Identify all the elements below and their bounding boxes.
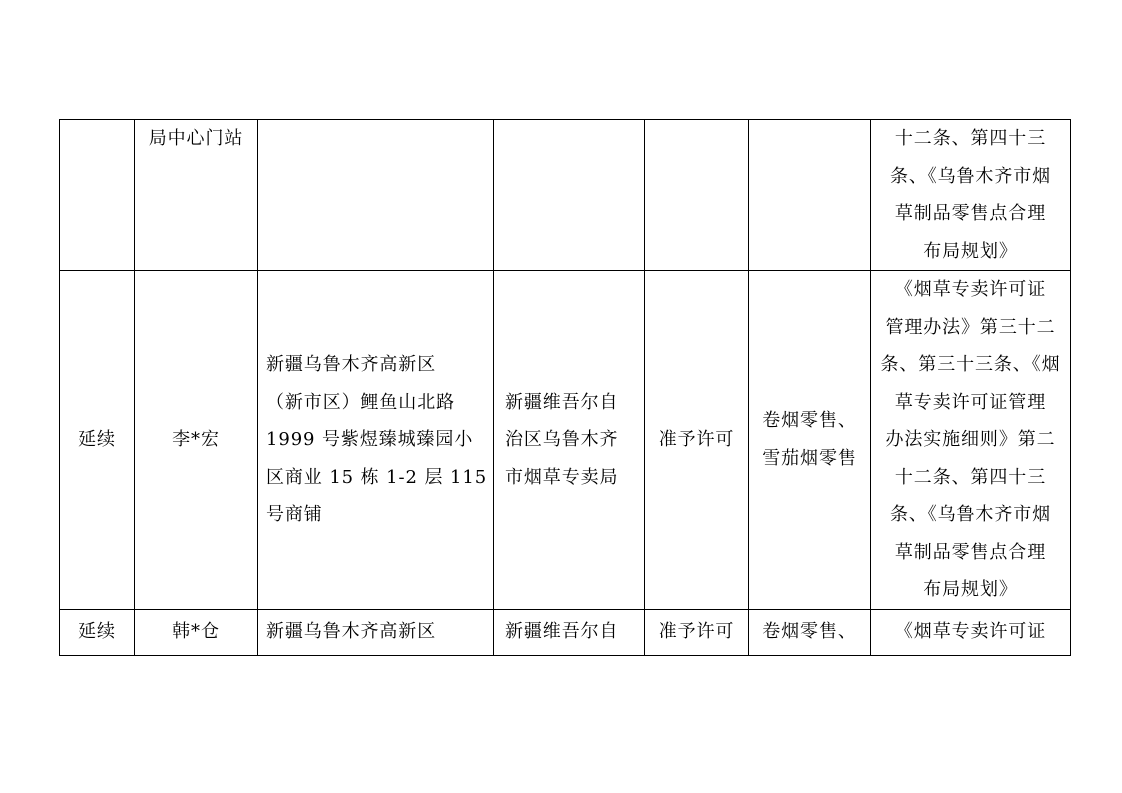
basis-line: 条、《乌鲁木齐市烟 — [889, 504, 1052, 525]
name-cell — [135, 609, 258, 655]
org-line: 治区乌鲁木齐 — [505, 429, 619, 450]
basis-line: 十二条、第四十三 — [894, 466, 1047, 488]
address-cell — [258, 609, 494, 655]
decision-cell — [645, 609, 749, 655]
basis-line: 草制品零售点合理 — [894, 541, 1047, 563]
table-row — [60, 609, 1071, 655]
type-cell — [60, 120, 135, 271]
basis-line: 条、《乌鲁木齐市烟 — [889, 165, 1052, 187]
decision-text: 准予许可 — [658, 621, 735, 643]
org-line: 新疆维吾尔自 — [505, 621, 619, 643]
scope-cell — [749, 609, 871, 655]
decision-text: 准予许可 — [658, 429, 735, 450]
address-line: （新市区）鲤鱼山北路 — [266, 391, 455, 413]
address-line: 1999 号紫煜臻城臻园小 — [266, 429, 474, 450]
address-line: 新疆乌鲁木齐高新区 — [266, 354, 437, 375]
name-text: 韩*仓 — [172, 621, 220, 643]
basis-cell — [871, 271, 1071, 610]
name-cell — [135, 120, 258, 271]
basis-cell — [871, 609, 1071, 655]
org-cell — [494, 271, 645, 610]
org-line: 市烟草专卖局 — [505, 466, 619, 488]
name-text: 局中心门站 — [148, 128, 244, 149]
basis-line: 办法实施细则》第二 — [885, 429, 1056, 450]
basis-line: 《烟草专卖许可证 — [894, 621, 1047, 643]
address-line: 新疆乌鲁木齐高新区 — [266, 621, 437, 643]
type-text: 延续 — [78, 621, 116, 643]
basis-cell — [871, 120, 1071, 271]
scope-line: 卷烟零售、 — [762, 621, 857, 643]
scope-line: 卷烟零售、 — [762, 410, 857, 432]
address-cell — [258, 120, 494, 271]
org-line: 新疆维吾尔自 — [505, 391, 619, 413]
basis-line: 布局规划》 — [923, 240, 1018, 262]
name-cell — [135, 271, 258, 610]
name-text: 李*宏 — [172, 429, 220, 450]
address-cell — [258, 271, 494, 610]
table-row — [60, 120, 1071, 271]
address-line: 号商铺 — [266, 504, 323, 525]
basis-line: 草专卖许可证管理 — [894, 391, 1047, 413]
table-row — [60, 271, 1071, 610]
basis-line: 草制品零售点合理 — [894, 203, 1047, 224]
scope-cell — [749, 271, 871, 610]
basis-line: 条、第三十三条、《烟 — [880, 354, 1061, 375]
license-table — [59, 119, 1071, 656]
decision-cell — [645, 271, 749, 610]
type-cell — [60, 609, 135, 655]
basis-line: 管理办法》第三十二 — [885, 316, 1056, 338]
basis-line: 布局规划》 — [923, 579, 1018, 600]
basis-line: 十二条、第四十三 — [894, 128, 1047, 149]
org-cell — [494, 120, 645, 271]
basis-line: 《烟草专卖许可证 — [894, 279, 1047, 300]
decision-cell — [645, 120, 749, 271]
type-text: 延续 — [78, 429, 116, 450]
scope-line: 雪茄烟零售 — [762, 447, 857, 469]
scope-cell — [749, 120, 871, 271]
org-cell — [494, 609, 645, 655]
address-line: 区商业 15 栋 1-2 层 115 — [266, 466, 488, 488]
type-cell — [60, 271, 135, 610]
